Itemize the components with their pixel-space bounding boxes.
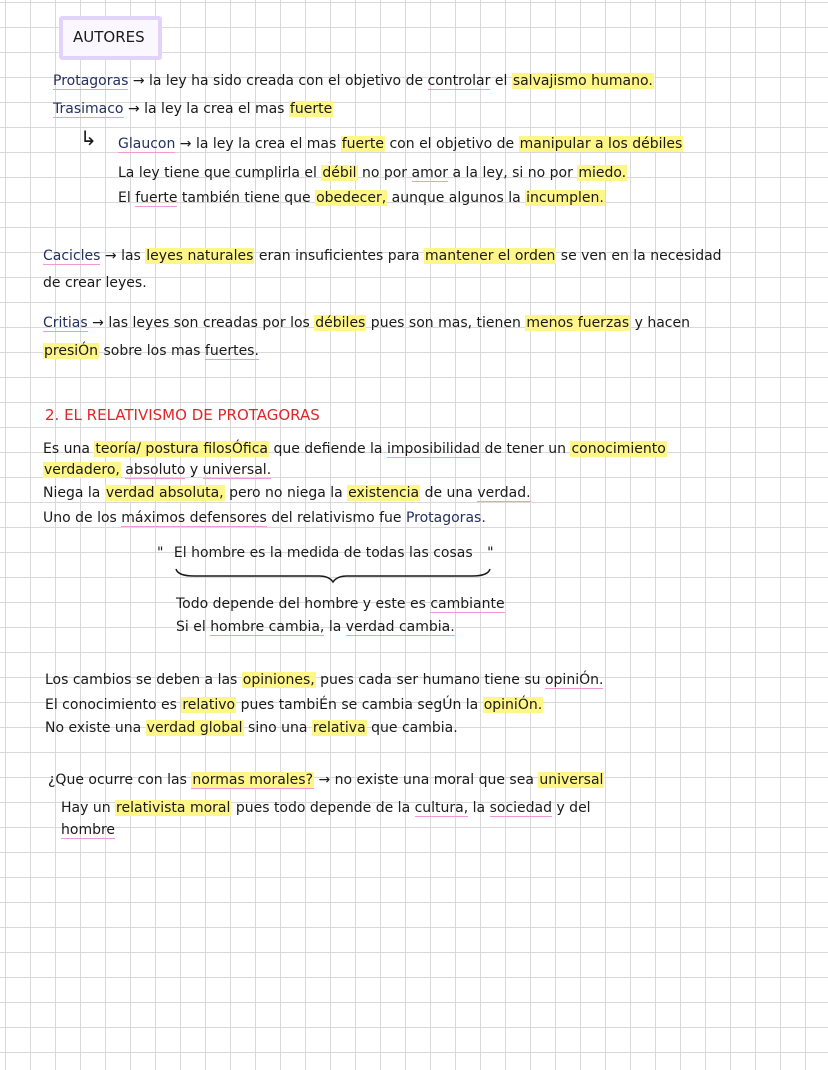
arrow-icon: → [92, 315, 104, 331]
highlight: relativo [182, 697, 236, 713]
text: Hay un [61, 800, 116, 816]
text: a la ley, si no por [448, 165, 578, 181]
text: El conocimiento es [45, 697, 182, 713]
text: las [121, 248, 146, 264]
line-cacicles [43, 246, 722, 266]
line-rel-2 [43, 460, 271, 480]
keyword: cambiante [430, 596, 505, 612]
highlight: obedecer, [316, 190, 387, 206]
author-trasimaco: Trasimaco [53, 101, 124, 117]
keyword: cultura, [414, 800, 469, 816]
text: que cambia. [366, 720, 458, 736]
highlight: opiniÓn. [483, 697, 543, 713]
text: Niega la [43, 485, 105, 501]
highlight: miedo. [578, 165, 627, 181]
highlight: fuerte [289, 101, 333, 117]
author-critias: Critias [43, 315, 88, 331]
text: también tiene que [177, 190, 316, 206]
highlight: universal [539, 772, 604, 788]
keyword: imposibilidad [386, 441, 481, 457]
author-cacicles: Cacicles [43, 248, 101, 264]
keyword: verdad. [477, 485, 531, 501]
line-quote-2 [176, 617, 455, 637]
quote-text: El hombre es la medida de todas las cosas [173, 545, 473, 561]
section-box-autores [59, 16, 162, 60]
text: pues tambiÉn se cambia segÚn la [236, 697, 483, 713]
text: no por [357, 165, 412, 181]
line-fuerte [118, 188, 605, 208]
highlight: presiÓn [44, 343, 99, 359]
keyword: amor [411, 165, 449, 181]
text: la ley la crea el mas [144, 101, 289, 117]
text: la [468, 800, 490, 816]
highlight: conocimiento [571, 441, 666, 457]
text: Uno de los [43, 510, 122, 526]
arrow-icon: → [179, 136, 192, 152]
curly-brace-icon [174, 566, 492, 584]
line-quote-1 [176, 594, 505, 614]
keyword: verdad cambia. [345, 619, 455, 635]
highlight: verdadero, [44, 462, 120, 478]
text: pues son mas, tienen [366, 315, 526, 331]
text: no existe una moral que sea [334, 772, 539, 788]
line-debil [118, 163, 627, 183]
text: de tener un [480, 441, 571, 457]
quote-mark: " [157, 545, 164, 561]
highlight: relativista moral [116, 800, 231, 816]
line-op-1 [45, 670, 603, 690]
text: aunque algunos la [387, 190, 526, 206]
line-critias-2 [43, 341, 259, 361]
arrow-icon: → [132, 73, 145, 89]
line-moral-2 [61, 798, 591, 818]
highlight: leyes naturales [146, 248, 254, 264]
keyword: absoluto [125, 462, 186, 478]
arrow-icon: → [104, 248, 117, 264]
keyword: fuertes. [204, 343, 259, 359]
keyword: opiniÓn. [544, 672, 604, 688]
quote-mark: " [487, 545, 494, 561]
text: y del [552, 800, 591, 816]
text: la ley ha sido creada con el objetivo de [149, 73, 428, 89]
text: pero no niega la [224, 485, 348, 501]
section-title: 2. EL RELATIVISMO DE PROTAGORAS [45, 406, 320, 424]
keyword: Protagoras. [405, 510, 486, 526]
arrow-icon: → [127, 101, 140, 117]
keyword: controlar [427, 73, 491, 89]
line-glaucon [118, 134, 683, 154]
highlight: fuerte [341, 136, 385, 152]
text: No existe una [45, 720, 146, 736]
author-glaucon: Glaucon [118, 136, 176, 152]
text: pues todo depende de la [231, 800, 415, 816]
text: se ven en la necesidad [556, 248, 722, 264]
text: La ley tiene que cumplirla el [118, 165, 322, 181]
keyword: sociedad [489, 800, 552, 816]
text: pues cada ser humano tiene su [315, 672, 545, 688]
text: eran insuficientes para [254, 248, 425, 264]
keyword: universal. [202, 462, 272, 478]
text: la [324, 619, 346, 635]
highlight: salvajismo humano. [512, 73, 653, 89]
text: Los cambios se deben a las [45, 672, 242, 688]
text: sino una [243, 720, 312, 736]
text: y hacen [630, 315, 690, 331]
highlight: existencia [348, 485, 420, 501]
line-moral-3 [61, 820, 115, 840]
keyword: fuerte [135, 190, 178, 206]
text: que defiende la [269, 441, 387, 457]
text: Es una [43, 441, 95, 457]
text: del relativismo fue [266, 510, 406, 526]
highlight: mantener el orden [425, 248, 556, 264]
arrow-icon: → [318, 772, 331, 788]
highlight: relativa [312, 720, 366, 736]
keyword: hombre [61, 822, 116, 838]
highlight: débil [322, 165, 357, 181]
highlight: verdad global [146, 720, 243, 736]
section-box-label: AUTORES [73, 28, 145, 46]
line-op-3 [45, 718, 458, 738]
hook-arrow-icon: ↳ [80, 126, 97, 150]
line-moral-1 [48, 770, 604, 790]
text: sobre los mas [99, 343, 205, 359]
text: El [118, 190, 136, 206]
author-protagoras: Protagoras [53, 73, 129, 89]
highlight: débiles [315, 315, 366, 331]
line-cacicles-2: de crear leyes. [43, 275, 147, 291]
text: el [490, 73, 512, 89]
highlight: incumplen. [526, 190, 604, 206]
text: la ley la crea el mas [195, 136, 341, 152]
line-op-2 [45, 695, 543, 715]
line-critias [43, 313, 690, 333]
line-rel-4 [43, 508, 486, 528]
text: y [185, 462, 203, 478]
highlight: normas morales? [192, 772, 314, 788]
text: Todo depende del hombre y este es [176, 596, 431, 612]
keyword: máximos defensores [121, 510, 267, 526]
keyword: hombre cambia, [210, 619, 325, 635]
text: con el objetivo de [385, 136, 519, 152]
highlight: menos fuerzas [526, 315, 630, 331]
text: de una [420, 485, 478, 501]
line-rel-3 [43, 483, 531, 503]
line-rel-1 [43, 439, 667, 459]
text: ¿Que ocurre con las [48, 772, 192, 788]
line-protagoras [53, 71, 654, 91]
quote [157, 543, 494, 563]
highlight: verdad absoluta, [105, 485, 224, 501]
highlight: opiniones, [242, 672, 315, 688]
text: las leyes son creadas por los [108, 315, 315, 331]
text: Si el [176, 619, 211, 635]
line-trasimaco [53, 99, 333, 119]
highlight: teoría/ postura filosÓfica [95, 441, 269, 457]
highlight: manipular a los débiles [519, 136, 683, 152]
